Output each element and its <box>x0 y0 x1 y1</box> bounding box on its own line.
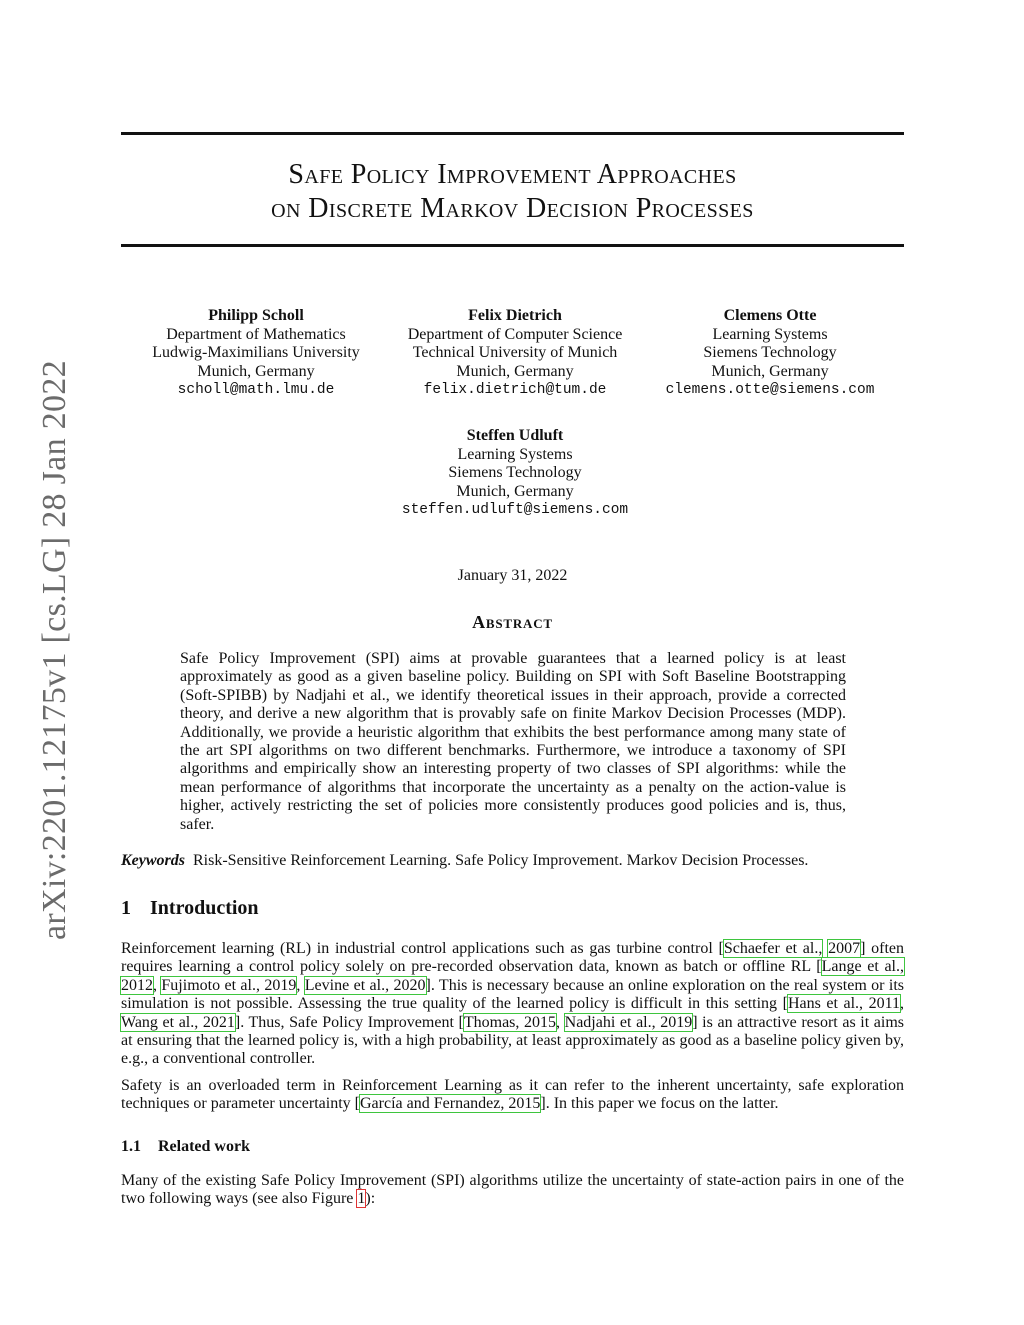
author-email[interactable]: scholl@math.lmu.de <box>177 382 335 398</box>
author-email[interactable]: felix.dietrich@tum.de <box>423 382 607 398</box>
paper-title <box>121 158 904 226</box>
section-heading <box>121 897 259 920</box>
citation-link[interactable]: García and Fernandez, 2015 <box>360 1095 541 1113</box>
author-affiliation: Siemens Technology <box>703 344 837 361</box>
text-run: Safety is an overloaded term in Reinforcement Learning as it can refer to the inherent uncertainty, safe exploration techniques or parameter uncertainty [ <box>121 1077 904 1113</box>
author-location: Munich, Germany <box>197 362 315 380</box>
text-run: Reinforcement learning (RL) in industrial control applications such as gas turbine control [ <box>121 940 724 957</box>
author-affiliation: Technical University of Munich <box>412 344 618 361</box>
text-run: ]. Thus, Safe Policy Improvement [ <box>234 1013 464 1031</box>
text-run: ]. This is necessary because an online exploration on the real system or its simulation is not possible. Assessing the true quality of the learned policy is difficult in this setting [ <box>121 976 905 1013</box>
citation-link[interactable]: Thomas, 2015 <box>463 1013 557 1031</box>
author-name: Steffen Udluft <box>466 427 564 444</box>
text-run: Many of the existing Safe Policy Improvement (SPI) algorithms utilize the uncertainty of state-action pairs in one of the two following ways (see also Figure <box>121 1172 904 1208</box>
author-name: Philipp Scholl <box>208 307 304 324</box>
safety-paragraph <box>121 1077 904 1114</box>
title-line-2: on Discrete Markov Decision Processes <box>271 193 754 224</box>
text-run: , <box>900 995 904 1013</box>
text-run: ]. In this paper we focus on the latter. <box>540 1095 779 1113</box>
section-title: Introduction <box>150 897 259 919</box>
section-number: 1 <box>121 897 131 919</box>
citation-link[interactable]: Lange et al., 2012 <box>121 958 905 994</box>
figure-reference-link[interactable]: 1 <box>357 1190 366 1208</box>
author-email[interactable]: steffen.udluft@siemens.com <box>401 502 629 518</box>
author-location: Munich, Germany <box>711 362 829 380</box>
author-location: Munich, Germany <box>456 362 574 380</box>
citation-link[interactable]: Levine et al., 2020 <box>304 976 426 994</box>
title-rule-top <box>121 132 904 135</box>
author-affiliation: Siemens Technology <box>448 464 582 481</box>
subsection-heading <box>121 1138 250 1156</box>
author-affiliation: Learning Systems <box>712 325 828 343</box>
author-affiliation: Ludwig-Maximilians University <box>152 344 360 361</box>
text-run: ] is an attractive resort as it aims at ensuring that the learned policy is, with a high probability, at least approximately as good as a baseline policy given by, e.g., a conventional controller. <box>121 1013 905 1068</box>
author-email[interactable]: clemens.otte@siemens.com <box>665 382 875 398</box>
text-run: ): <box>365 1190 376 1208</box>
author-location: Munich, Germany <box>456 482 574 500</box>
text-run: ] often requires learning a control policy solely on pre-recorded observation data, known as batch or offline RL [ <box>121 940 905 976</box>
citation-link[interactable]: Fujimoto et al., 2019 <box>161 976 297 994</box>
intro-paragraph <box>121 940 904 1069</box>
keywords <box>121 852 904 870</box>
abstract-text: Safe Policy Improvement (SPI) aims at provable guarantees that a learned policy is at least approximately as good as a given baseline policy. Building on SPI with Soft Baseline Bootstrapping (Soft-SPIBB) by Nadjahi et al., we identify theoretical issues in their approach, provide a corrected theory, and derive a new algorithm that is provably safe on finite Markov Decision Processes (MDP). Additionally, we provide a heuristic algorithm that exhibits the best performance among many state of the art SPI algorithms on two different benchmarks. Furthermore, we introduce a taxonomy of SPI algorithms and empirically show an interesting property of two classes of SPI algorithms: while the mean performance of algorithms that incorporate the uncertainty as a penalty on the action-value is higher, actively restricting the set of policies more consistently produces good policies and is, thus, safer. <box>180 650 846 833</box>
subsection-number: 1.1 <box>121 1138 141 1155</box>
author-name: Clemens Otte <box>723 307 817 324</box>
author-block <box>385 427 645 520</box>
keywords-text: Risk-Sensitive Reinforcement Learning. Safe Policy Improvement. Markov Decision Processes. <box>193 852 809 869</box>
subsection-title: Related work <box>158 1138 250 1155</box>
citation-link[interactable]: 2007 <box>828 940 861 957</box>
author-affiliation: Department of Mathematics <box>166 325 346 343</box>
citation-link[interactable]: Nadjahi et al., 2019 <box>564 1013 693 1031</box>
citation-link[interactable]: Hans et al., 2011 <box>787 995 900 1013</box>
author-block <box>136 307 376 400</box>
arxiv-identifier: arXiv:2201.12175v1 [cs.LG] 28 Jan 2022 <box>36 360 73 940</box>
text-run: , <box>153 976 162 994</box>
citation-link[interactable]: Wang et al., 2021 <box>121 1013 235 1031</box>
author-name: Felix Dietrich <box>468 307 562 324</box>
text-run: , <box>296 976 305 994</box>
citation-link[interactable]: Schaefer et al., <box>723 940 823 957</box>
publication-date: January 31, 2022 <box>457 567 568 584</box>
title-line-1: Safe Policy Improvement Approaches <box>288 159 737 190</box>
title-rule-bottom <box>121 244 904 247</box>
text-run: , <box>556 1013 565 1031</box>
keywords-label: Keywords <box>121 852 185 869</box>
author-block <box>655 307 885 400</box>
abstract-heading: Abstract <box>472 612 553 632</box>
author-affiliation: Department of Computer Science <box>407 325 623 343</box>
related-work-paragraph <box>121 1172 904 1209</box>
author-block <box>385 307 645 400</box>
author-affiliation: Learning Systems <box>457 445 573 463</box>
